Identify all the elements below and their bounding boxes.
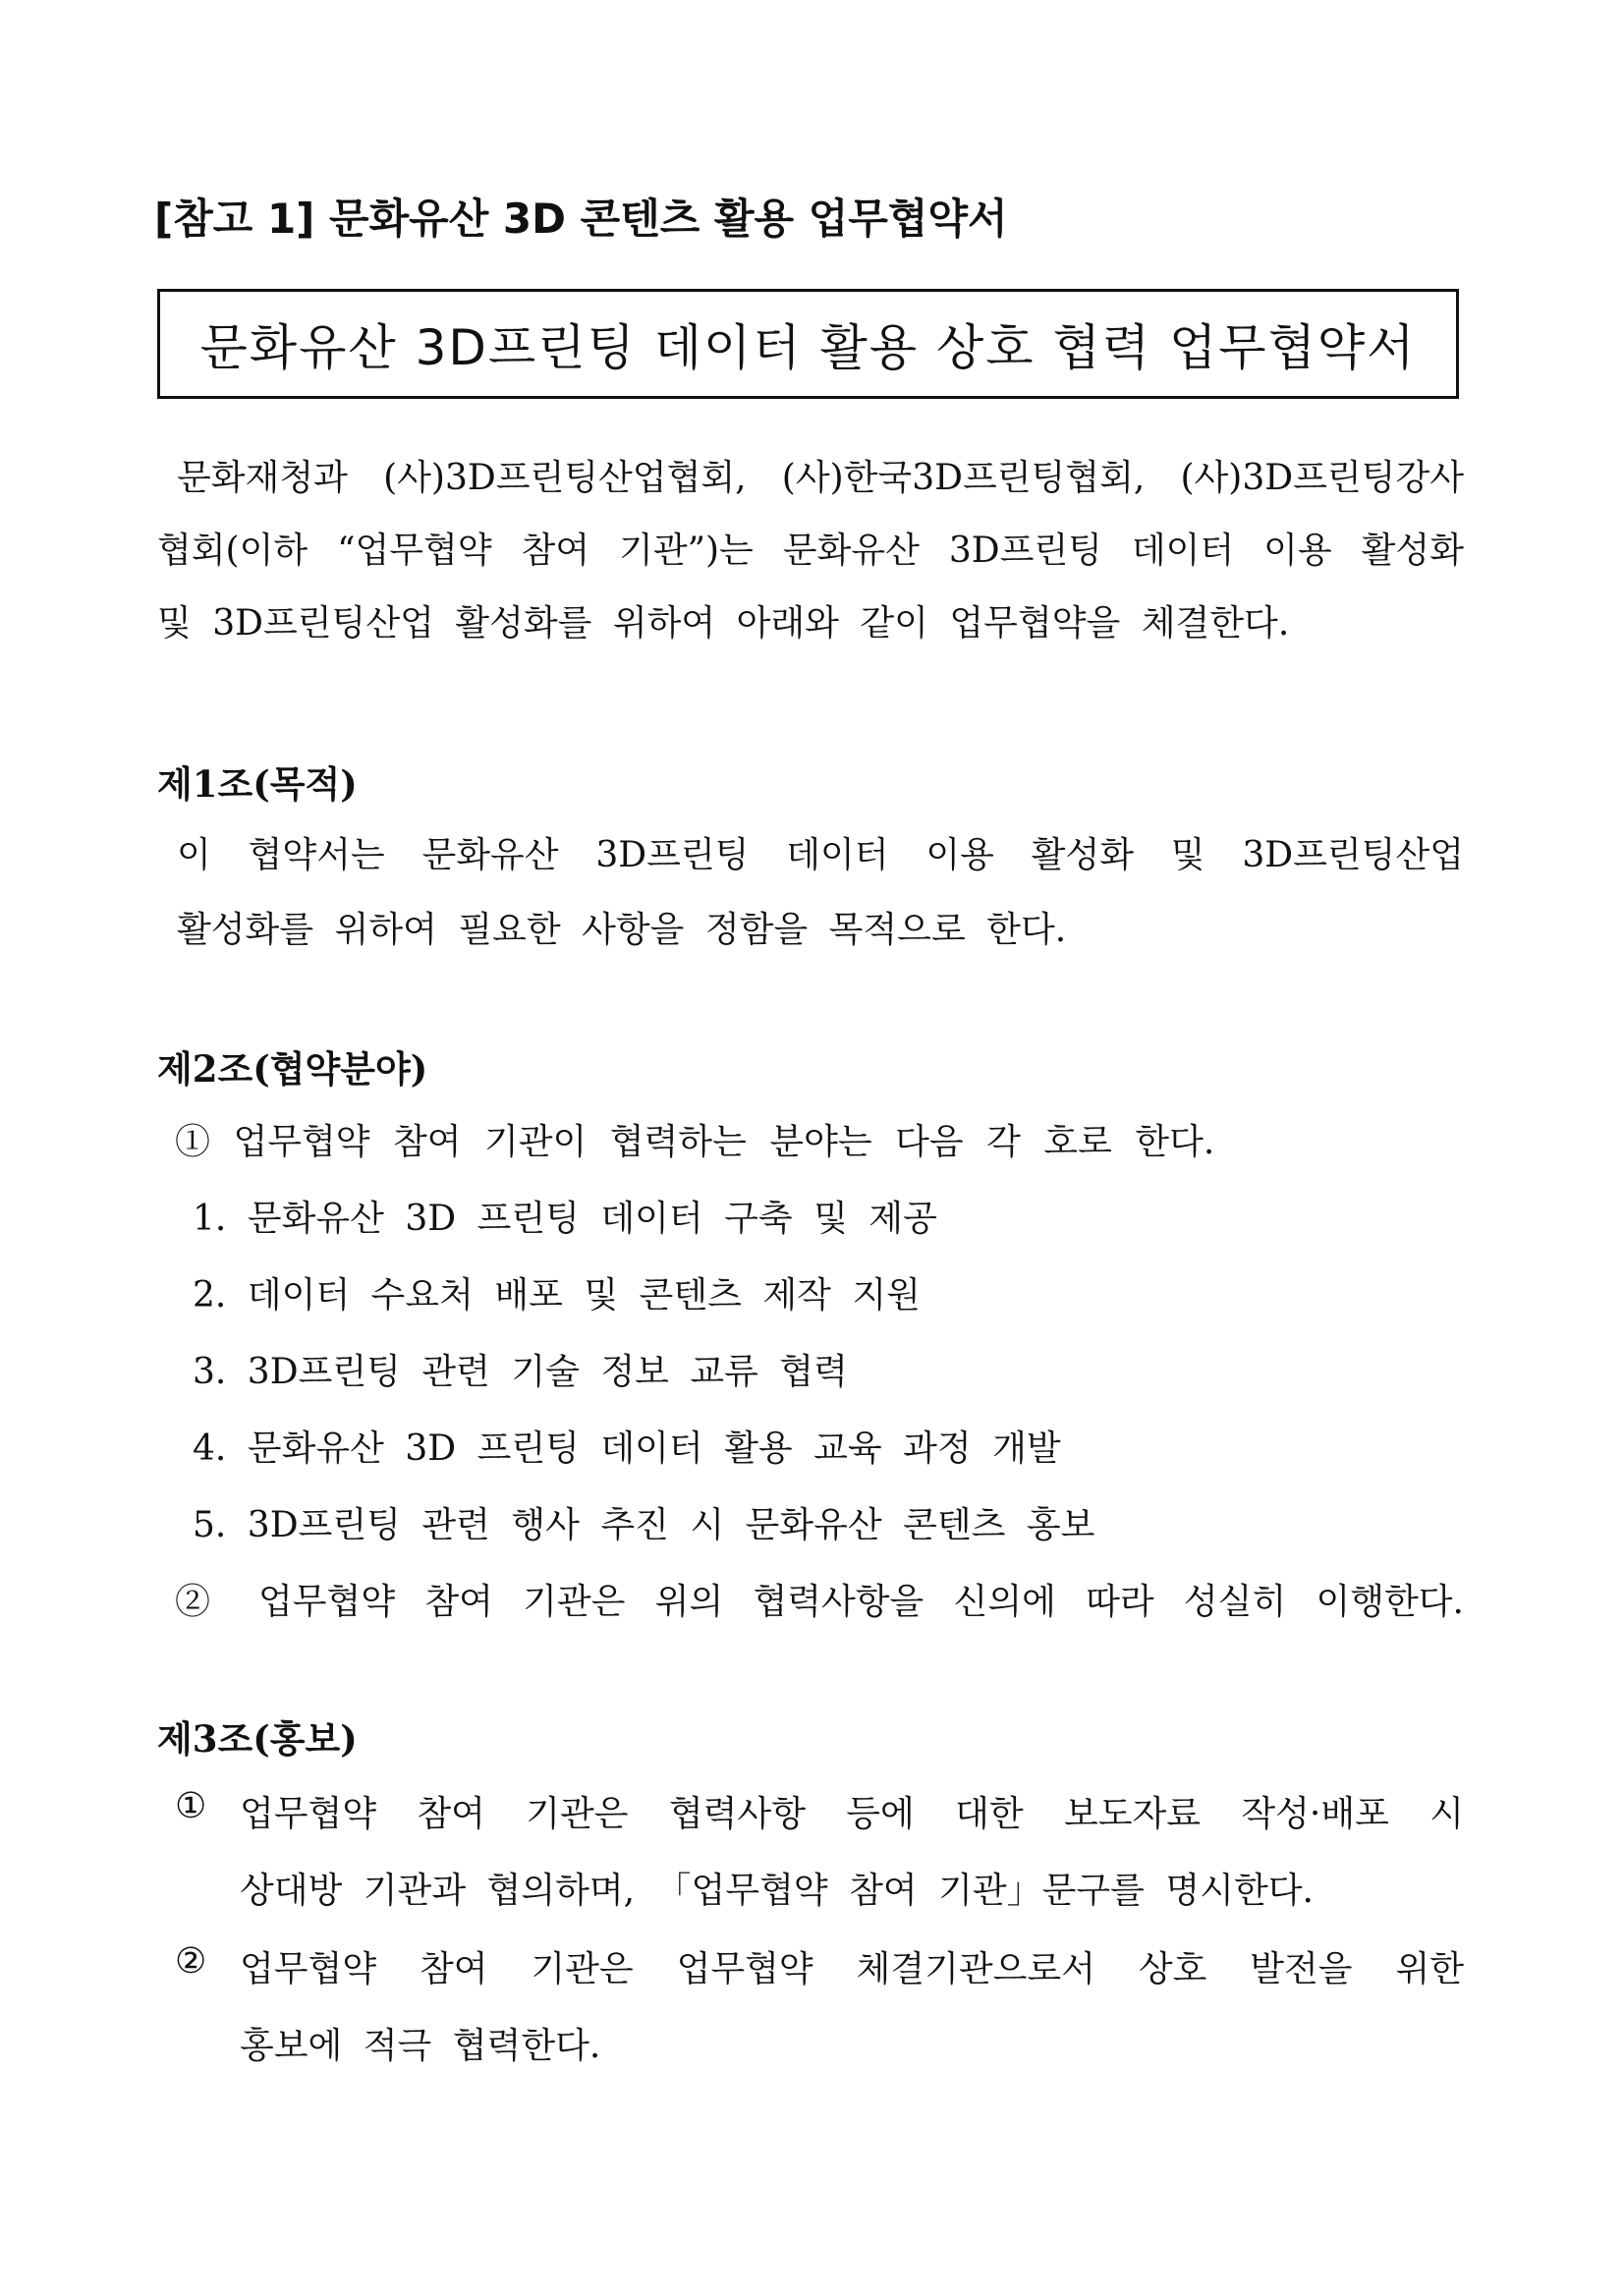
article-2-clause-1: ① 업무협약 참여 기관이 협력하는 분야는 다음 각 호로 한다. bbox=[175, 1122, 1215, 1162]
article-2-item-3: 3. 3D프린팅 관련 기술 정보 교류 협력 bbox=[193, 1352, 848, 1392]
article-3-title: 제3조(홍보) bbox=[157, 1717, 358, 1761]
document-heading: [참고 1] 문화유산 3D 콘텐츠 활용 업무협약서 bbox=[154, 195, 1008, 243]
intro-line-1: 문화재청과 (사)3D프린팅산업협회, (사)한국3D프린팅협회, (사)3D프린팅강사 bbox=[177, 458, 1464, 498]
agreement-title: 문화유산 3D프린팅 데이터 활용 상호 협력 업무협약서 bbox=[199, 319, 1417, 376]
article-3-clause-2-line-2: 홍보에 적극 협력한다. bbox=[240, 2026, 601, 2066]
article-3-clause-2-marker: ② bbox=[175, 1941, 207, 1982]
agreement-title-box bbox=[157, 289, 1459, 399]
article-2-title: 제2조(협약분야) bbox=[157, 1047, 428, 1091]
article-2-item-5: 5. 3D프린팅 관련 행사 추진 시 문화유산 콘텐츠 홍보 bbox=[193, 1505, 1095, 1545]
intro-line-2: 협회(이하 “업무협약 참여 기관”)는 문화유산 3D프린팅 데이터 이용 활성화 bbox=[157, 531, 1464, 571]
article-1-title: 제1조(목적) bbox=[157, 762, 358, 806]
article-2-item-2: 2. 데이터 수요처 배포 및 콘텐츠 제작 지원 bbox=[193, 1275, 921, 1316]
article-1-line-1: 이 협약서는 문화유산 3D프린팅 데이터 이용 활성화 및 3D프린팅산업 bbox=[177, 835, 1464, 875]
article-2-item-1: 1. 문화유산 3D 프린팅 데이터 구축 및 제공 bbox=[193, 1199, 937, 1239]
article-2-item-4: 4. 문화유산 3D 프린팅 데이터 활용 교육 과정 개발 bbox=[193, 1428, 1061, 1469]
article-3-clause-2-line-1: 업무협약 참여 기관은 업무협약 체결기관으로서 상호 발전을 위한 bbox=[240, 1949, 1464, 1989]
article-3-clause-1-line-2: 상대방 기관과 협의하며, 「업무협약 참여 기관」문구를 명시한다. bbox=[240, 1871, 1314, 1911]
article-2-clause-2: ② 업무협약 참여 기관은 위의 협력사항을 신의에 따라 성실히 이행한다. bbox=[175, 1582, 1464, 1622]
article-3-clause-1-line-1: 업무협약 참여 기관은 협력사항 등에 대한 보도자료 작성·배포 시 bbox=[240, 1794, 1464, 1834]
article-1-line-2: 활성화를 위하여 필요한 사항을 정함을 목적으로 한다. bbox=[177, 910, 1067, 950]
intro-line-3: 및 3D프린팅산업 활성화를 위하여 아래와 같이 업무협약을 체결한다. bbox=[157, 603, 1290, 644]
article-3-clause-1-marker: ① bbox=[175, 1786, 207, 1826]
